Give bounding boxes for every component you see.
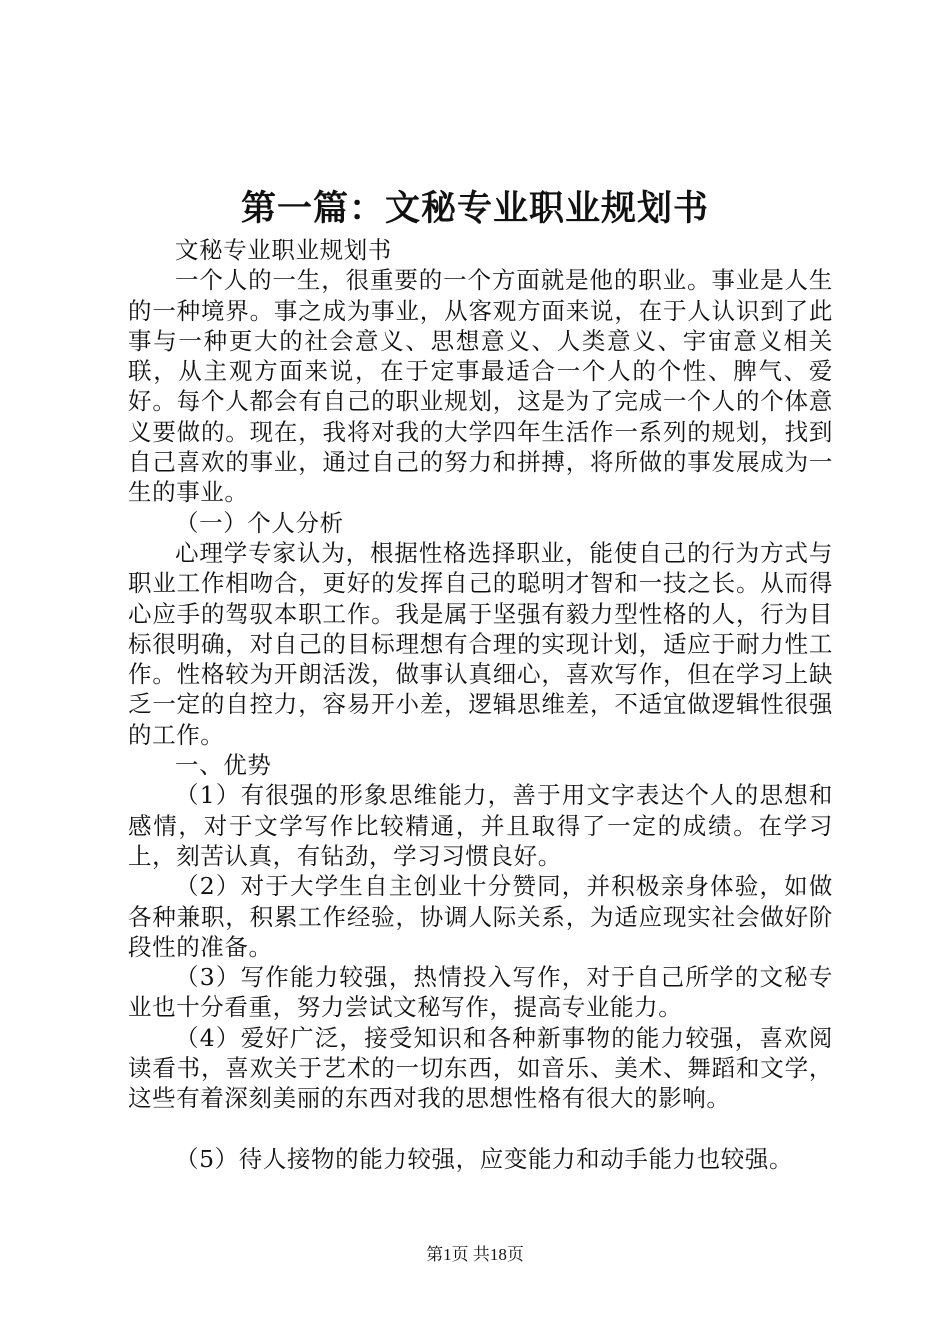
section-heading-strengths: 一、优势 [175, 751, 272, 780]
strength-item-3: （3）写作能力较强，热情投入写作，对于自己所学的文秘专业也十分看重，努力尝试文秘写作，提高专业能力。 [128, 963, 833, 1022]
section-heading-personal-analysis: （一）个人分析 [175, 508, 344, 537]
strength-item-2: （2）对于大学生自主创业十分赞同，并积极亲身体验，如做各种兼职，积累工作经验，协调人际关系，为适应现实社会做好阶段性的准备。 [128, 872, 833, 961]
document-body [128, 235, 833, 1174]
paragraph-personality: 心理学专家认为，根据性格选择职业，能使自己的行为方式与职业工作相吻合，更好的发挥自己的聪明才智和一技之长。从而得心应手的驾驭本职工作。我是属于坚强有毅力型性格的人，行为目标很明确，对自己的目标理想有合理的实现计划，适应于耐力性工作。性格较为开朗活泼，做事认真细心，喜欢写作，但在学习上缺乏一定的自控力，容易开小差，逻辑思维差，不适宜做逻辑性很强的工作。 [128, 538, 833, 749]
document-title: 第一篇：文秘专业职业规划书 [240, 189, 709, 229]
strength-item-4: （4）爱好广泛，接受知识和各种新事物的能力较强，喜欢阅读看书，喜欢关于艺术的一切东西，如音乐、美术、舞蹈和文学，这些有着深刻美丽的东西对我的思想性格有很大的影响。 [128, 1023, 833, 1113]
strength-item-1: （1）有很强的形象思维能力，善于用文字表达个人的思想和感情，对于文学写作比较精通，并且取得了一定的成绩。在学习上，刻苦认真，有钻劲，学习习惯良好。 [128, 781, 833, 870]
paragraph-subtitle: 文秘专业职业规划书 [175, 236, 392, 264]
page-footer: 第1页 共18页 [426, 1245, 524, 1264]
paragraph-intro: 一个人的一生，很重要的一个方面就是他的职业。事业是人生的一种境界。事之成为事业，从客观方面来说，在于人认识到了此事与一种更大的社会意义、思想意义、人类意义、宇宙意义相关联，从主观方面来说，在于定事最适合一个人的个性、脾气、爱好。每个人都会有自己的职业规划，这是为了完成一个人的个体意义要做的。现在，我将对我的大学四年生活作一系列的规划，找到自己喜欢的事业，通过自己的努力和拼搏，将所做的事发展成为一生的事业。 [128, 266, 833, 507]
strength-item-5: （5）待人接物的能力较强，应变能力和动手能力也较强。 [175, 1144, 794, 1173]
